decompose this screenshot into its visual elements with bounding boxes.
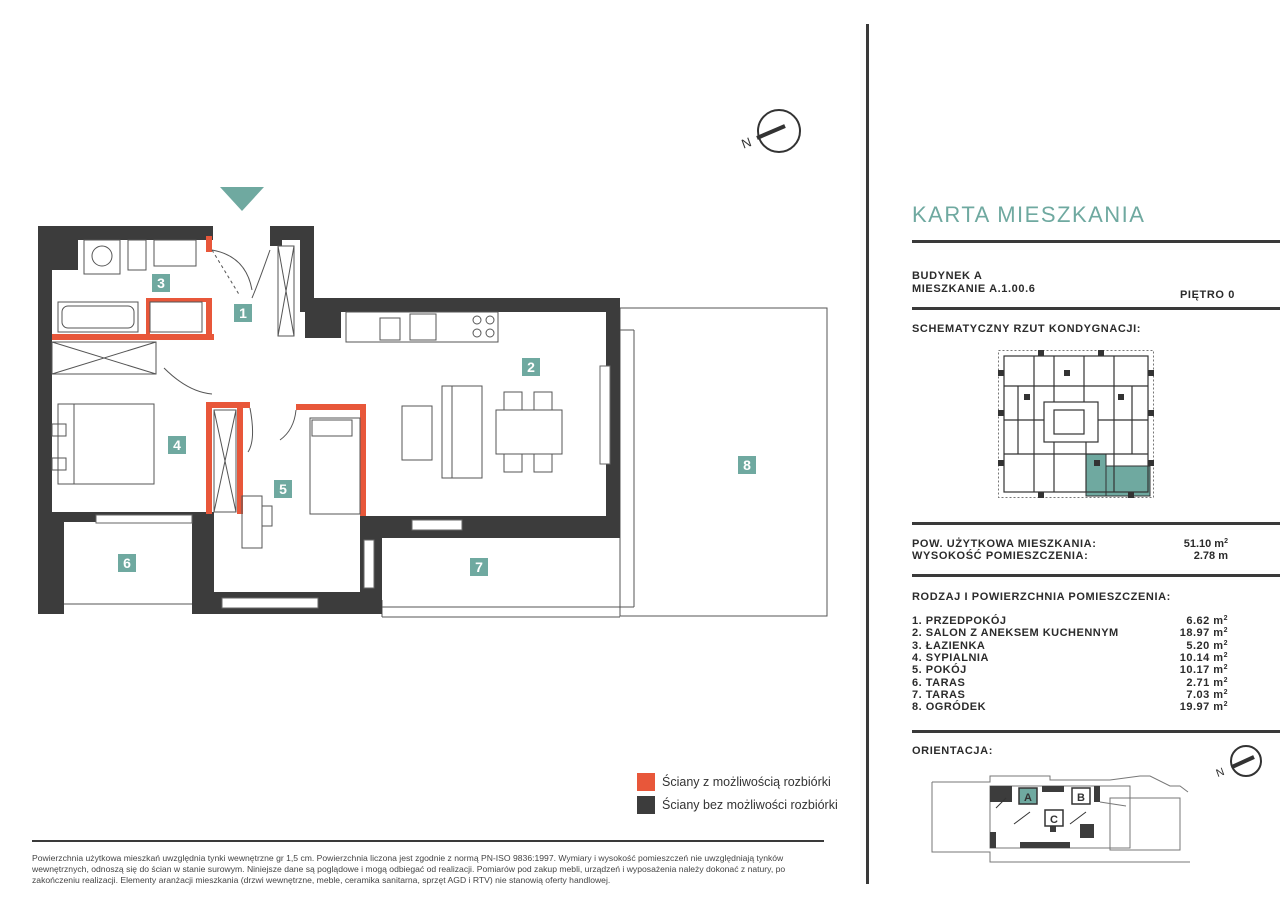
rule bbox=[912, 522, 1280, 525]
room-height-value: 2.78 m bbox=[1193, 550, 1228, 562]
floor-label: PIĘTRO 0 bbox=[1180, 289, 1235, 301]
schematic-label: SCHEMATYCZNY RZUT KONDYGNACJI: bbox=[912, 323, 1142, 335]
legend-fixed-swatch bbox=[637, 796, 655, 814]
legend-removable-text: Ściany z możliwością rozbiórki bbox=[662, 775, 831, 789]
compass-icon bbox=[739, 110, 800, 152]
rooms-label: RODZAJ I POWIERZCHNIA POMIESZCZENIA: bbox=[912, 591, 1171, 603]
room-row: 5. POKÓJ 10.17 $m^2$ bbox=[912, 664, 1228, 676]
room-number-4: 4 bbox=[173, 437, 181, 453]
room-row: 4. SYPIALNIA 10.14 $m^2$ bbox=[912, 652, 1228, 664]
room-row: 1. PRZEDPOKÓJ 6.62 $m^2$ bbox=[912, 615, 1228, 627]
page-title: KARTA MIESZKANIA bbox=[912, 202, 1146, 227]
room-number-6: 6 bbox=[123, 555, 131, 571]
room-height-label: WYSOKOŚĆ POMIESZCZENIA: bbox=[912, 550, 1089, 562]
room-number-3: 3 bbox=[157, 275, 165, 291]
rule bbox=[912, 307, 1280, 310]
usable-area-value: 51.10 $m^2$ bbox=[1183, 538, 1228, 550]
room-number-8: 8 bbox=[743, 457, 751, 473]
panel-divider bbox=[866, 24, 869, 884]
room-number-5: 5 bbox=[279, 481, 287, 497]
orientation-block-a: A bbox=[1024, 792, 1032, 804]
usable-area-label: POW. UŻYTKOWA MIESZKANIA: bbox=[912, 538, 1097, 550]
footnote-divider bbox=[32, 840, 824, 842]
removable-walls bbox=[52, 236, 366, 516]
orientation-compass-letter: N bbox=[1214, 765, 1227, 780]
room-number-7: 7 bbox=[475, 559, 483, 575]
schematic-floor-plan bbox=[998, 350, 1154, 498]
orientation-block-b: B bbox=[1077, 792, 1085, 804]
rule bbox=[912, 240, 1280, 243]
room-row: 7. TARAS 7.03 $m^2$ bbox=[912, 689, 1228, 701]
compass-letter: N bbox=[739, 134, 754, 152]
rule bbox=[912, 574, 1280, 577]
footnote: Powierzchnia użytkowa mieszkań uwzględnia tynki wewnętrzne gr 1,5 cm. Powierzchnia liczona jest zgodnie z normą PN-ISO 9836:1997. Wymiary i wysokość pomieszczeń nie uwzględniają tynków wewnętrznych, odnoszą się do ścian w stanie surowym. Niniejsze dane są poglądowe i mogą odbiegać od realizacji. Pomiarów pod zakup mebli, urządzeń i wyposażenia należy dokonać z natury, po zakończeniu realizacji. Elementy aranżacji mieszkania (drzwi wewnętrzne, meble, ceramika sanitarna, sprzęt AGD i RTV) nie stanowią oferty handlowej. bbox=[32, 853, 786, 885]
room-row: 3. ŁAZIENKA 5.20 $m^2$ bbox=[912, 640, 1228, 652]
entrance-arrow-icon bbox=[220, 187, 264, 211]
apartment-label: MIESZKANIE A.1.00.6 bbox=[912, 283, 1036, 295]
legend-fixed-text: Ściany bez możliwości rozbiórki bbox=[662, 798, 838, 812]
garden-outline bbox=[620, 308, 827, 616]
room-row: 6. TARAS 2.71 $m^2$ bbox=[912, 677, 1228, 689]
orientation-compass-icon bbox=[1210, 740, 1270, 780]
room-row: 2. SALON Z ANEKSEM KUCHENNYM 18.97 $m^2$ bbox=[912, 627, 1228, 639]
legend-removable-swatch bbox=[637, 773, 655, 791]
room-number-1: 1 bbox=[239, 305, 247, 321]
orientation-site-map bbox=[930, 772, 1192, 868]
orientation-block-c: C bbox=[1050, 814, 1058, 826]
building-label: BUDYNEK A bbox=[912, 270, 983, 282]
room-row: 8. OGRÓDEK 19.97 $m^2$ bbox=[912, 701, 1228, 713]
orientation-label: ORIENTACJA: bbox=[912, 745, 993, 757]
rule bbox=[912, 730, 1280, 733]
room-number-2: 2 bbox=[527, 359, 535, 375]
